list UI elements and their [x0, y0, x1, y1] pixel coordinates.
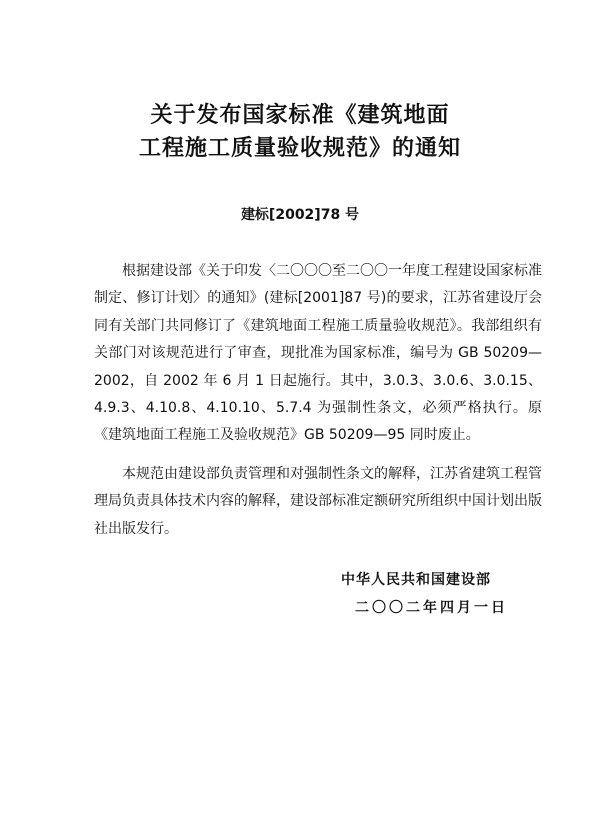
paragraph-2: 本规范由建设部负责管理和对强制性条文的解释，江苏省建筑工程管理局负责具体技术内容的解释，建设部标准定额研究所组织中国计划出版社出版发行。	[94, 466, 542, 537]
title-line-1: 关于发布国家标准《建筑地面	[150, 102, 450, 128]
document-number: 建标[2002]78 号	[240, 207, 360, 223]
title-line-2: 工程施工质量验收规范》的通知	[138, 135, 461, 161]
paragraph-1: 根据建设部《关于印发〈二〇〇〇至二〇〇一年度工程建设国家标准制定、修订计划〉的通知》(建标[2001]87 号)的要求，江苏省建设厅会同有关部门共同修订了《建筑地面工程施工质量验收规范》。我部组织有关部门对该规范进行了审查，现批准为国家标准，编号为 GB 50209—2002，自 2002 年 6 月 1 日起施行。其中，3.0.3、3.0.6、3.0.15、4.9.3、4.10.8、4.10.10、5.7.4 为强制性条文，必须严格执行。原《建筑地面工程施工及验收规范》GB 50209—95 同时废止。	[94, 263, 542, 444]
signature-organization: 中华人民共和国建设部	[341, 572, 491, 588]
signature-date: 二〇〇二年四月一日	[355, 600, 508, 616]
